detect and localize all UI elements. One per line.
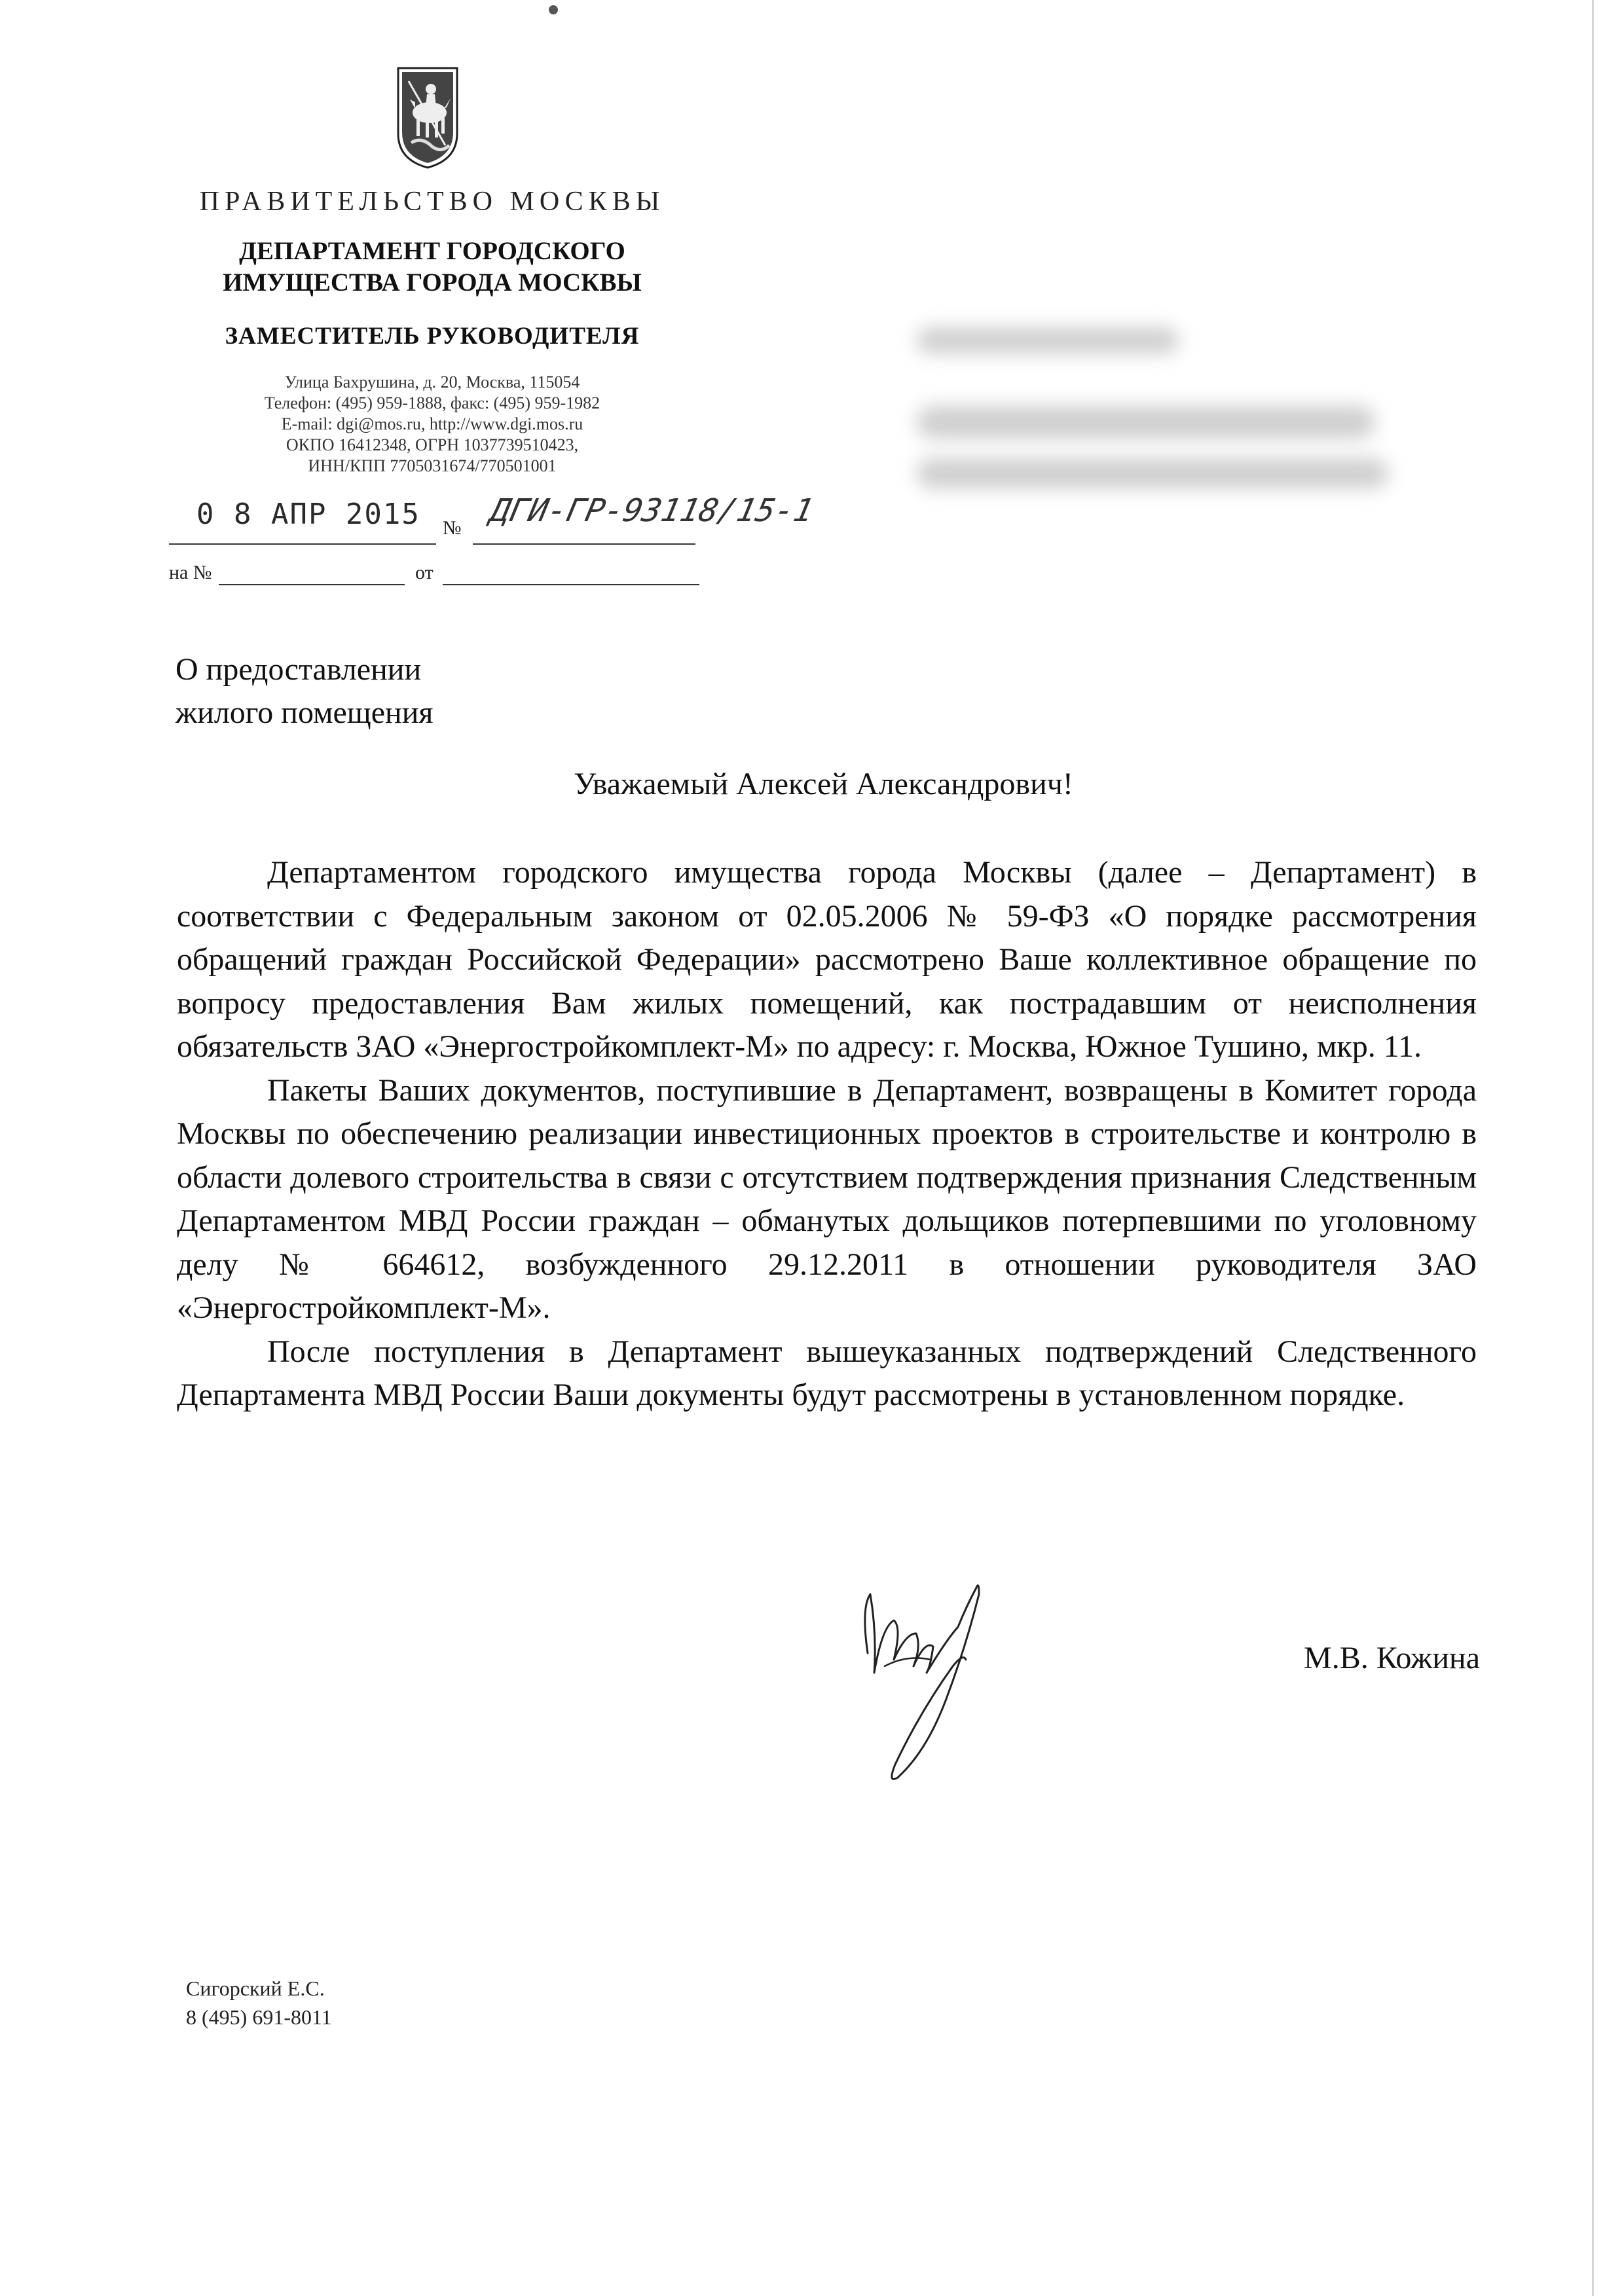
executor-phone: 8 (495) 691-8011 [186, 2005, 332, 2029]
registration-number: ДГИ-ГР-93118/15-1 [487, 492, 817, 529]
body-paragraph: Пакеты Ваших документов, поступившие в Департамент, возвращены в Комитет города Москвы по обеспечению реализации инвестиционных проектов в строительстве и контролю в области долевого строительства в связи с отсутствием подтверждения признания Следственным Департаментом МВД России граждан – обманутых дольщиков потерпевшими по уголовному делу № 664612, возбужденного 29.12.2011 в отношении руководителя ЗАО «Энергостройкомплект-М». [177, 1072, 1477, 1325]
department-name-line1: ДЕПАРТАМЕНТ ГОРОДСКОГО [239, 237, 625, 265]
position-title: ЗАМЕСТИТЕЛЬ РУКОВОДИТЕЛЯ [225, 323, 640, 350]
reply-to-label: на № [169, 562, 212, 583]
from-underline [443, 584, 699, 585]
signer-name: М.В. Кожина [1304, 1641, 1480, 1675]
inn-line: ИНН/КПП 7705031674/770501001 [308, 456, 557, 475]
redacted-recipient-line [917, 458, 1388, 488]
from-label: от [415, 562, 434, 583]
address-line: Улица Бахрушина, д. 20, Москва, 115054 [284, 373, 580, 392]
email-line: E-mail: dgi@mos.ru, http://www.dgi.mos.ru [281, 414, 583, 433]
greeting: Уважаемый Алексей Александрович! [574, 767, 1073, 801]
department-name [170, 236, 694, 299]
body-paragraph: Департаментом городского имущества города Москвы (далее – Департамент) в соответствии с Федеральным законом от 02.05.2006 № 59-ФЗ «О порядке рассмотрения обращений граждан Российской Федерации» рассмотрено Ваше коллективное обращение по вопросу предоставления Вам жилых помещений, как пострадавшим от неисполнения обязательств ЗАО «Энергостройкомплект-М» по адресу: г. Москва, Южное Тушино, мкр. 11. [177, 855, 1477, 1064]
redacted-recipient-line [917, 327, 1179, 354]
body-paragraph: После поступления в Департамент вышеуказанных подтверждений Следственного Департамента МВД России Ваши документы будут рассмотрены в установленном порядке. [177, 1334, 1477, 1412]
moscow-coat-of-arms-icon [396, 65, 460, 170]
binder-hole [549, 5, 558, 14]
date-underline [169, 543, 436, 545]
reply-to-underline [219, 584, 405, 585]
handwritten-signature [848, 1568, 1058, 1784]
department-name-line2: ИМУЩЕСТВА ГОРОДА МОСКВЫ [223, 268, 642, 297]
subject-line: О предоставлении [175, 652, 422, 687]
okpo-line: ОКПО 16412348, ОГРН 1037739510423, [286, 435, 579, 454]
executor-name: Сигорский Е.С. [186, 1977, 325, 2000]
subject-line: жилого помещения [175, 695, 434, 730]
letter-body [177, 851, 1477, 1417]
government-title: ПРАВИТЕЛЬСТВО МОСКВЫ [199, 187, 665, 217]
number-underline [473, 543, 695, 545]
executor-info [186, 1974, 332, 2032]
page-edge-line [1592, 0, 1594, 2296]
redacted-recipient-line [917, 406, 1375, 439]
department-contacts [170, 372, 694, 477]
number-sign: № [443, 517, 462, 539]
phone-line: Телефон: (495) 959-1888, факс: (495) 959-1982 [264, 393, 600, 412]
registration-date: 0 8 АПР 2015 [196, 498, 420, 531]
letter-subject [175, 648, 433, 735]
